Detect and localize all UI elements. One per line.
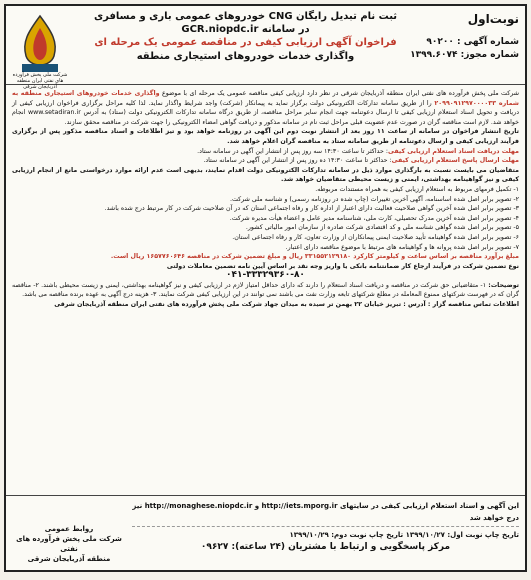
cng-site: در سامانه GCR.niopdc.ir (181, 24, 310, 35)
dates-line: تاریخ چاپ نوبت اول: ۱۳۹۹/۱۰/۲۷ تاریخ چاپ نوبت دوم: ۱۳۹۹/۱۰/۲۹ (289, 531, 519, 539)
signature (14, 524, 124, 564)
req-item: ۱- تکمیل فرمهای مربوط به استعلام ارزیابی کیفی به همراه مستندات مربوطه. (315, 185, 519, 193)
sign-company: شرکت ملی پخش فرآورده های نفتی (16, 535, 122, 553)
sign-pr: روابط عمومی (44, 525, 94, 533)
logo-caption: شرکت ملی پخش فرآورده های نفتی ایران منطقه آذربایجان شرقی (12, 72, 68, 90)
notes-text: ۱- متقاضیانی حق شرکت در مناقصه و دریافت اسناد استعلام را دارند که دارای حداقل امتیاز لازم در ارزیابی کیفی و نیز گواهینامه بهداشتی، ایمنی و زیست محیطی باشند. ۲- مناقصه گران که در فهرست شرکتهای ممنوع المعامله در مطلع شرکتهای تابعه وزارت نفت می باشند نمی توانند در این ارزیابی کیفی شرکت نمایند. ۳- هزینه درج آگهی به عهده برنده مناقصه می باشد. (12, 281, 519, 299)
deadline2-label: مهلت ارسال پاسخ استعلام ارزیابی کیفی (391, 157, 519, 165)
call-center-line: مرکز پاسخگویی و ارتباط با مشتریان (۲۴ ساعته): ۰۹۶۲۷ (200, 542, 451, 552)
guarantee-text: مبلغ برآورد مناقصه بر اساس ساعت و کیلومتر کارکرد ۳۳۱۵۵۲۱۲۹۱۸۰ ریال و مبلغ تضمین شرکت در مناقصه ۱۶۵۷۷۶۰۶۴۶ ریال است. (110, 253, 519, 261)
turn-label: نوبت‌اول (467, 12, 519, 26)
nioc-logo-icon (12, 12, 68, 76)
permit-number: شماره مجوز: ۱۳۹۹.۶۰۷۴ (410, 50, 519, 60)
main-title: فراخوان آگهی ارزیابی کیفی در مناقصه عمومی یک مرحله ای (94, 37, 397, 48)
contact-text: اطلاعات تماس مناقصه گزار : آدرس : تبریز خیابان ۲۲ بهمن تر سیده به میدان جهاد شرکت ملی پخش فرآورده های نفتی ایران منطقه آذربایجان شرقی (54, 301, 519, 309)
tender-subject: واگذاری خدمات خودروهای استیجاری منطقه به شماره ۲۰۹۹۰۹۱۲۹۷۰۰۰۰۳۳ (12, 90, 519, 107)
req-item: ۵- تصویر برابر اصل شده گواهی شناسه ملی و کد اقتصادی شرکت صادره از سازمان امور مالیاتی کشور. (245, 224, 519, 232)
req-item: ۲- تصویر برابر اصل شده اساسنامه، آگهی آخرین تغییرات (چاپ شده در روزنامه رسمی) و شناسه ملی شرکت. (229, 195, 519, 203)
requirements-intro: متقاضیان می بایست نسبت به بارگذاری موارد ذیل در سامانه تدارکات الکترونیکی دولت اقدام نمایند، بدیهی است عدم ارائه موارد درخواستی مانع از انجام ارزیابی کیفی و نیز گواهینامه بهداشتی، ایمنی و زیست محیطی متقاضیان خواهد شد. (12, 166, 519, 184)
deadline2-text: : حداکثر تا ساعت ۱۴:۳۰ ده روز پس از انتشار این آگهی در سامانه ستاد. (203, 157, 392, 165)
req-item: ۶- تصویر برابر اصل شده گواهینامه تأیید صلاحیت ایمنی پیمانکاران از وزارت تعاون، کار و رفاه اجتماعی استان. (232, 233, 519, 241)
notice-number: شماره آگهی : ۹۰۲۰۰ (426, 37, 519, 47)
guarantee-type: نوع تضمین شرکت در فرآیند ارجاع کار ضمانتنامه بانکی یا واریز وجه نقد بر اساس آیین نامه تضمین معاملات دولتی (166, 262, 519, 270)
intro-text-2: را از طریق سامانه تدارکات الکترونیکی دولت برگزار نماید به پیمانکار (شرکت) واجد شرایط واگذار نماید. لذا کلیه مراحل برگزاری فراخوان ارزیابی کیفی از دریافت و تحویل اسناد استعلام ارزیابی کیفی تا ارسال دعوتنامه جهت انجام سایر مراحل مناقصه، از طریق درگاه سامانه تدارکات الکترونیکی دولت (ستاد) به آدرس www.setadiran.ir انجام خواهد شد. لازم است مناقصه گران در صورت عدم عضویت قبلی مراحل ثبت نام در سامانه مذکور و دریافت گواهی امضاء الکترونیکی را جهت شرکت در مناقصه محقق سازند. (12, 99, 519, 126)
intro-text: شرکت ملی پخش فرآورده های نفتی ایران منطقه آذربایجان شرقی در نظر دارد ارزیابی کیفی مناقصه عمومی یک مرحله ای با موضوع (161, 90, 519, 97)
title-block (76, 10, 415, 64)
req-item: ۴- تصویر برابر اصل شده آخرین مدرک تحصیلی، کارت ملی، شناسنامه مدیر عامل و اعضاء هیأت مدیره شرکت. (229, 214, 519, 222)
publish-text: تاریخ انتشار فراخوان در سامانه از ساعت ۱۱ روز بعد از انتشار نوبت دوم این آگهی در روزنامه خواهد بود و تیز اطلاعات و اسناد مناقصه مذکور پس از برگزاری فرآیند ارزیابی کیفی و ارسال دعوتنامه از طریق سامانه ستاد به مناقصه گران اعلام خواهد شد. (12, 128, 519, 145)
advertisement-page (4, 4, 527, 572)
sign-region: منطقه آذربایجان شرقی (27, 555, 111, 563)
sites-line: این آگهی و اسناد استعلام ارزیابی کیفی در سایتهای http://iets.mporg.ir و http://monaghese.niopdc.ir نیز درج خواهد شد (132, 502, 519, 522)
deadline1-text: : حداکثر تا ساعت ۱۴:۳۰ سه روز پس از انتشار این آگهی در سامانه ستاد. (197, 147, 388, 155)
deadline1-label: مهلت دریافت اسناد استعلام ارزیابی کیفی (387, 147, 519, 155)
req-item: ۳- تصویر برابر اصل شده آخرین گواهی صلاحیت فعالیت دارای اعتبار از اداره کار و رفاه اجتماعی استان که در آن صلاحیت شرکت در کار مرتبط درج شده باشد. (104, 205, 519, 213)
subject-title: واگذاری خدمات خودروهای استیجاری منطقه (136, 51, 355, 62)
phone-number: ۰۴۱-۳۳۳۲۹۳۶۰-۸۰ (226, 270, 305, 281)
req-item: ۷- تصویر برابر اصل شده پروانه ها و گواهینامه های مرتبط با موضوع مناقصه دارای اعتبار. (285, 243, 519, 251)
notes-title: توضیحات: (488, 281, 520, 289)
header (6, 6, 525, 90)
body-text (6, 85, 525, 314)
footer (6, 495, 525, 570)
notice-numbers (410, 36, 519, 62)
cng-title: ثبت نام تبدیل رایگان CNG خودروهای عمومی باری و مسافری (93, 11, 398, 22)
footer-info (132, 500, 519, 553)
